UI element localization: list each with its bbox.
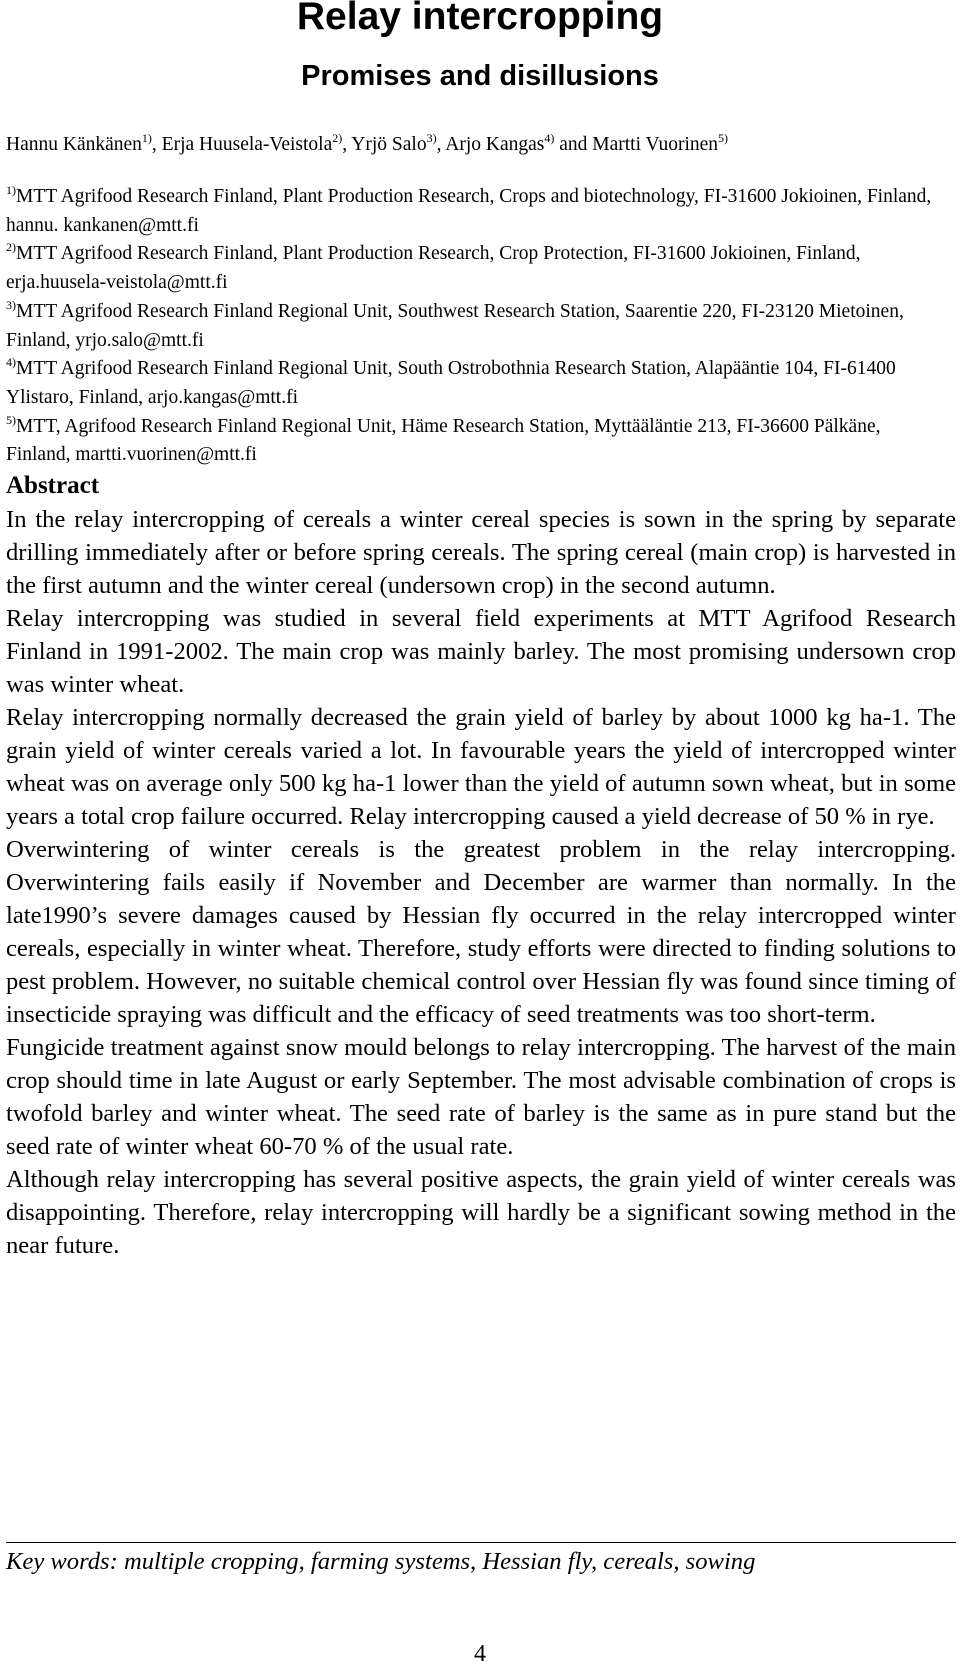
affiliation — [6, 240, 944, 297]
author — [592, 131, 729, 155]
author-affiliation-mark: 5) — [718, 131, 729, 145]
affiliation-text: MTT Agrifood Research Finland, Plant Production Research, Crop Protection, FI-31600 Jokioinen, Finland, erja.huusela-veistola@mtt.fi — [6, 243, 861, 294]
affiliation-text: MTT Agrifood Research Finland Regional Unit, Southwest Research Station, Saarentie 220, FI-23120 Mietoinen, Finland, yrjo.salo@mtt.fi — [6, 300, 904, 351]
keywords-divider — [6, 1542, 956, 1543]
affiliation — [6, 183, 944, 240]
affiliation-text: MTT, Agrifood Research Finland Regional Unit, Häme Research Station, Myttääläntie 213, FI-36600 Pälkäne, Finland, martti.vuorinen@mtt.fi — [6, 415, 881, 466]
paper-subtitle: Promises and disillusions — [301, 60, 659, 92]
affiliation — [6, 355, 944, 412]
affiliation-list — [6, 183, 944, 470]
author-affiliation-mark: 1) — [141, 131, 152, 145]
affiliation — [6, 298, 944, 355]
page-number: 4 — [474, 1641, 486, 1667]
abstract-body — [6, 503, 956, 1262]
author — [351, 131, 446, 155]
abstract-paragraph: Relay intercropping normally decreased the grain yield of barley by about 1000 kg ha-1. The grain yield of winter cereals varied a lot. In favourable years the yield of intercropped winter wheat was on average only 500 kg ha-1 lower than the yield of autumn sown wheat, but in some years a total crop failure occurred. Relay intercropping caused a yield decrease of 50 % in rye. — [6, 704, 956, 830]
author-line — [6, 133, 956, 157]
affiliation-mark: 3) — [6, 297, 16, 312]
author-separator: and — [554, 134, 593, 155]
author-affiliation-mark: 2) — [332, 131, 343, 145]
affiliation-mark: 5) — [6, 412, 16, 427]
author-name: Yrjö Salo — [351, 134, 427, 155]
abstract-paragraph: Relay intercropping was studied in several field experiments at MTT Agrifood Research Finland in 1991-2002. The main crop was mainly barley. The most promising undersown crop was winter wheat. — [6, 605, 956, 698]
affiliation-text: MTT Agrifood Research Finland Regional Unit, South Ostrobothnia Research Station, Alapääntie 104, FI-61400 Ylistaro, Finland, arjo.kangas@mtt.fi — [6, 358, 896, 408]
affiliation-mark: 1) — [6, 183, 16, 197]
abstract-paragraph: Overwintering of winter cereals is the greatest problem in the relay intercropping. Overwintering fails easily if November and December are warmer than normally. In the late1990’s severe damages caused by Hessian fly occurred in the relay intercropped winter cereals, especially in winter wheat. Therefore, study efforts were directed to finding solutions to pest problem. However, no suitable chemical control over Hessian fly was found since timing of insecticide spraying was difficult and the efficacy of seed treatments was too short-term. — [6, 836, 956, 1028]
affiliation — [6, 413, 944, 470]
author-affiliation-mark: 4) — [544, 131, 555, 145]
affiliation-text: MTT Agrifood Research Finland, Plant Production Research, Crops and biotechnology, FI-31600 Jokioinen, Finland, hannu. kankanen@mtt.fi — [6, 186, 932, 236]
author-separator: , — [342, 134, 352, 155]
author-separator: , — [151, 134, 162, 155]
author — [161, 131, 352, 155]
abstract-paragraph: Although relay intercropping has several positive aspects, the grain yield of winter cereals was disappointing. Therefore, relay intercropping will hardly be a significant sowing method in the near future. — [6, 1166, 956, 1259]
affiliation-mark: 4) — [6, 355, 16, 370]
abstract-heading: Abstract — [6, 472, 100, 499]
keywords: Key words: multiple cropping, farming systems, Hessian fly, cereals, sowing — [6, 1548, 756, 1575]
affiliation-mark: 2) — [6, 240, 16, 255]
author-separator: , — [436, 134, 446, 155]
author — [6, 131, 162, 155]
author — [445, 131, 593, 155]
author-name: Erja Huusela-Veistola — [161, 134, 333, 155]
abstract-paragraph: Fungicide treatment against snow mould belongs to relay intercropping. The harvest of the main crop should time in late August or early September. The most advisable combination of crops is twofold barley and winter wheat. The seed rate of barley is the same as in pure stand but the seed rate of winter wheat 60-70 % of the usual rate. — [6, 1034, 956, 1160]
author-name: Hannu Känkänen — [6, 134, 142, 155]
abstract-paragraph: In the relay intercropping of cereals a winter cereal species is sown in the spring by separate drilling immediately after or before spring cereals. The spring cereal (main crop) is harvested in the first autumn and the winter cereal (undersown crop) in the second autumn. — [6, 506, 956, 599]
paper-title: Relay intercropping — [296, 0, 664, 38]
author-name: Arjo Kangas — [445, 134, 545, 155]
author-affiliation-mark: 3) — [426, 131, 437, 145]
author-name: Martti Vuorinen — [592, 134, 719, 155]
